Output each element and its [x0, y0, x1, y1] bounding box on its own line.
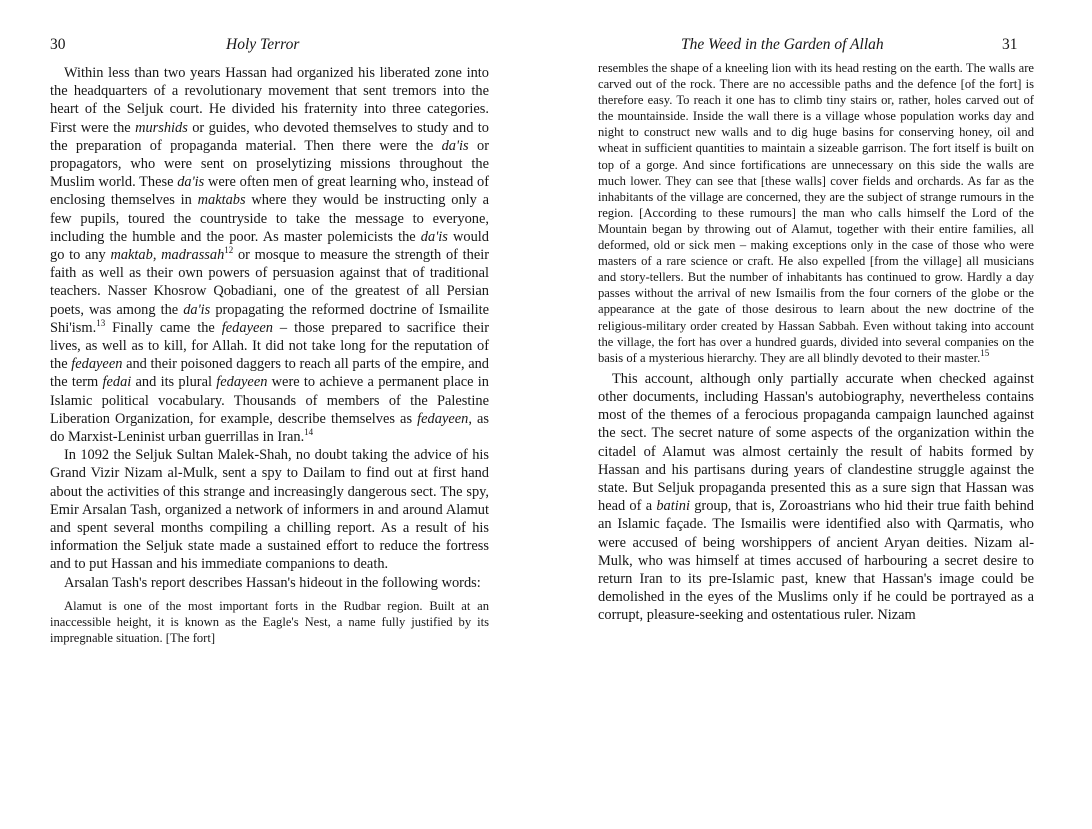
page-number-left: 30 — [50, 36, 66, 53]
footnote-marker[interactable]: 15 — [980, 347, 990, 358]
paragraph — [598, 370, 1034, 625]
text-run: or mosque to measure the strength of their faith as well as their own powers of persuasion against that of traditional teachers. Nasser Khosrow Qobadiani, one of the greatest of all Persian poets, was among the — [50, 247, 489, 318]
paragraph: In 1092 the Seljuk Sultan Malek-Shah, no doubt taking the advice of his Grand Vizir Nizam al-Mulk, sent a spy to Dailam to find out at first hand about the activities of this strange and increasingly dangerous sect. The spy, Emir Arsalan Tash, organized a network of informers in and around Alamut and spent several months compiling a chilling report. As a result of his information the Seljuk state made a sustained effort to reduce the fortress and to put Hassan and his immediate companions to death. — [50, 447, 489, 573]
italic-term: fedayeen — [221, 319, 273, 336]
text-run: – those prepared to sacrifice their lives, as well as to kill, for Allah. It did not take long for the reputation of the — [50, 319, 489, 373]
italic-term: maktabs — [197, 192, 246, 209]
running-head-right: The Weed in the Garden of Allah — [681, 36, 884, 53]
italic-term: da'is — [420, 228, 448, 245]
footnote-marker[interactable]: 14 — [304, 427, 314, 438]
left-page-body — [50, 64, 489, 646]
italic-term: fedayeen — [417, 410, 469, 427]
text-run: and their poisoned daggers to reach all parts of the empire, and the term — [50, 356, 489, 391]
italic-term: batini — [656, 498, 690, 515]
footnote-marker[interactable]: 12 — [224, 245, 234, 256]
text-run: were often men of great learning who, instead of enclosing themselves in — [50, 174, 489, 209]
italic-term: fedai — [102, 374, 132, 391]
text-run: were to achieve a permanent place in Islamic political vocabulary. Thousands of members of the Palestine Liberation Organization, for example, describe themselves as — [50, 374, 489, 427]
italic-term: fedayeen — [216, 374, 268, 391]
text-run: , — [152, 247, 162, 264]
text-run: would go to any — [50, 228, 489, 264]
text-run: group, that is, Zoroastrians who hid their true faith behind an Islamic façade. The Ismailis were identified also with Qarmatis, who were accused of being worshippers of ancient Aryan deities. Nizam al-Mulk, who was himself at times accused of harbouring a secret desire to return Iran to its pre-Islamic past, knew that Hassan's image could be demolished in the eyes of the Muslims only if he could be portrayed as a corrupt, pleasure-seeking and ostentatious ruler. Nizam — [598, 498, 1034, 624]
block-quote: Alamut is one of the most important forts in the Rudbar region. Built at an inaccessible height, it is known as the Eagle's Nest, a name fully justified by its impregnable situation. [The fort] — [50, 598, 489, 646]
italic-term: da'is — [441, 137, 469, 154]
right-page — [546, 0, 1092, 829]
text-run: This account, although only partially accurate when checked against other documents, including Hassan's autobiography, nevertheless contains most of the themes of a ferocious propaganda campaign launched against the sect. The secret nature of some aspects of the organization within the citadel of Alamut was almost certainly the result of habits formed by Hassan and his partisans during years of clandestine struggle against the state. But Seljuk propaganda presented this as a sure sign that Hassan was head of a — [598, 370, 1034, 515]
text-run: Finally came the — [105, 319, 222, 336]
italic-term: madrassah — [161, 247, 225, 264]
right-page-body — [598, 60, 1034, 625]
text-run: or propagators, who were sent on proselytizing missions throughout the Muslim world. These — [50, 137, 489, 191]
italic-term: maktab — [110, 247, 153, 264]
text-run: and its plural — [131, 374, 217, 391]
block-quote — [598, 60, 1034, 366]
italic-term: da'is — [177, 174, 205, 191]
text-run: where they would be instructing only a few pupils, toured the countryside to take the message to everyone, including the humble and the poor. As master polemicists the — [50, 192, 489, 245]
italic-term: da'is — [183, 301, 211, 318]
paragraph — [50, 64, 489, 446]
text-run: Within less than two years Hassan had organized his liberated zone into the headquarters of a revolutionary movement that sent tremors into the heart of the Seljuk court. He divided his fraternity into three categories. First were the — [50, 65, 489, 136]
italic-term: fedayeen — [71, 356, 123, 373]
paragraph: Arsalan Tash's report describes Hassan's hideout in the following words: — [64, 574, 481, 591]
page-number-right: 31 — [1002, 36, 1018, 53]
text-run: or guides, who devoted themselves to study and to the preparation of propaganda material. Then there were the — [50, 119, 489, 154]
italic-term: murshids — [135, 119, 188, 136]
footnote-marker[interactable]: 13 — [96, 317, 106, 328]
text-run: resembles the shape of a kneeling lion with its head resting on the earth. The walls are carved out of the rock. There are no accessible paths and the defence [of the fort] is therefore easy. To reach it one has to climb tiny stairs or, rather, holes carved out of the mountainside. Inside the wall there is a village whose population works day and night to construct new walls and to dig huge basins for conserving honey, oil and wheat in sufficient quantities to maintain a sizeable garrison. The fort itself is built on top of a gorge. And since fortifications are unnecessary on this side the walls are much lower. They can see that [these walls] cover fields and orchards. As far as the inhabitants of the village are concerned, they are the subject of strange rumours in the region. [According to these rumours] the man who calls himself the Lord of the Mountain began by throwing out of Alamut, together with their entire families, all deformed, old or sick men – making exceptions only in the case of those who were masters of a rare science or craft. He also expelled [from the village] all musicians and story-tellers. But the number of inhabitants has continued to grow. Hardly a day passes without the arrival of new Ismailis from the four corners of the globe or the appearance at the gate of those desirous to learn about the new doctrine of the religious-military order created by Hassan Sabbah. Even without taking into account the village, the fort has over a hundred guards, divided into several companies on the basis of a mysterious hierarchy. They are all blindly devoted to their master. — [598, 61, 1034, 365]
text-run: , as do Marxist-Leninist urban guerrillas in Iran. — [50, 410, 490, 446]
text-run: propagating the reformed doctrine of Ismailite Shi'ism. — [50, 301, 489, 336]
running-head-left: Holy Terror — [226, 36, 300, 53]
